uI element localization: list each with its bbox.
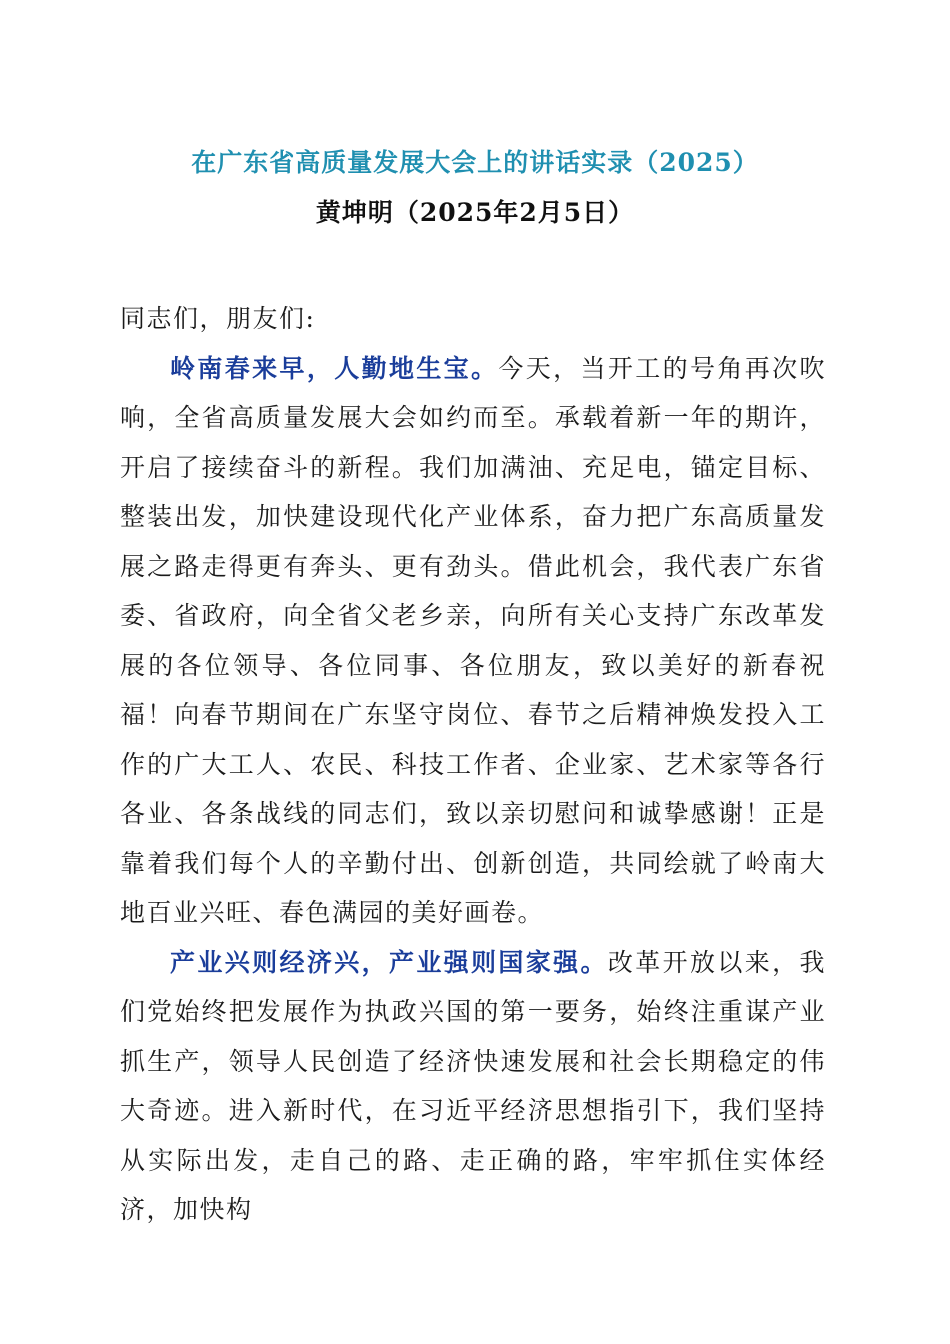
paragraph-lead: 产业兴则经济兴，产业强则国家强。 <box>170 947 608 977</box>
paragraph-text: 今天，当开工的号角再次吹响，全省高质量发展大会如约而至。承载着新一年的期许，开启了接续奋斗的新程。我们加满油、充足电，锚定目标、整装出发，加快建设现代化产业体系，奋力把广东高质量发展之路走得更有奔头、更有劲头。借此机会，我代表广东省委、省政府，向全省父老乡亲，向所有关心支持广东改革发展的各位领导、各位同事、各位朋友，致以美好的新春祝福！向春节期间在广东坚守岗位、春节之后精神焕发投入工作的广大工人、农民、科技工作者、企业家、艺术家等各行各业、各条战线的同志们，致以亲切慰问和诚挚感谢！正是靠着我们每个人的辛勤付出、创新创造，共同绘就了岭南大地百业兴旺、春色满园的美好画卷。 <box>120 353 826 927</box>
salutation: 同志们，朋友们: <box>120 304 316 333</box>
paragraph <box>120 344 826 938</box>
document-body <box>120 294 826 1235</box>
paragraph <box>120 938 826 1235</box>
paragraph-text: 改革开放以来，我们党始终把发展作为执政兴国的第一要务，始终注重谋产业抓生产，领导人民创造了经济快速发展和社会长期稳定的伟大奇迹。进入新时代，在习近平经济思想指引下，我们坚持从实际出发，走自己的路、走正确的路，牢牢抓住实体经济，加快构 <box>120 947 826 1224</box>
document-title: 在广东省高质量发展大会上的讲话实录（2025） <box>191 148 759 177</box>
paragraph-lead: 岭南春来早，人勤地生宝。 <box>170 353 499 383</box>
speaker-date-line: 黄坤明（2025年2月5日） <box>315 198 635 227</box>
